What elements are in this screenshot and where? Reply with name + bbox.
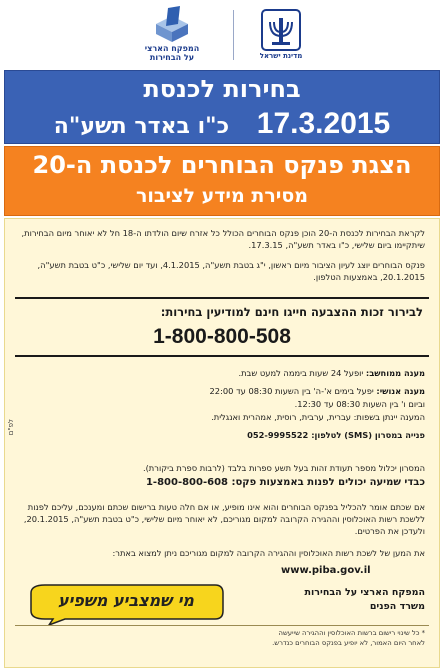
state-emblem-icon [258, 8, 304, 52]
notice-body [4, 218, 440, 668]
fax-line: כבדי שמיעה יכולים לפנות באמצעות פקס: 1-800-800-608 [145, 477, 425, 488]
automated-service-line: מענה ממוחשב: יופעל 24 שעות ביממה למעט שבת. [238, 368, 425, 378]
ballot-box-icon [152, 6, 192, 42]
signature-title: המפקח הארצי על הבחירות [304, 587, 425, 598]
election-title: בחירות לכנסת [143, 75, 301, 103]
sms-note: המסרון יכלול מספר תעודת זהות בעל תשע ספרות בלבד (לרבות ספרת ביקורת). [142, 463, 425, 473]
ballot-caption: המפקח הארצי על הבחירות [144, 44, 200, 63]
registry-subtitle: מסירת מידע לציבור [135, 185, 309, 207]
registry-title: הצגת פנקס הבוחרים לכנסת ה-20 [32, 151, 412, 179]
hotline-heading: לבירור זכות ההצבעה חייגו חינם למודיעין בחירות: [160, 305, 423, 319]
election-date-line [5, 107, 439, 141]
slogan: מי שמצביע משפיע [58, 591, 194, 610]
correction-paragraph: אם שכתם אומר להכליל בפנקס הבוחרים והוא אינו מופיע, או אם חלה טעות ברישום שכתם ומענכם, עליכם לפנות ללשכת רשות האוכלוסין וההגירה הקרובה למקום מגוריכם, לא יאוחר מיום שלישי, כ"ט בטבת תשע"ה, 20.1.2015, ולעדכן את הפרטים. [23, 502, 425, 537]
footnote: * כל שינוי רישום ברשות האוכלוסין וההגירה שייעשה לאחר היום האמור, לא יופיע בפנקס הבוחרים כנדרש. [272, 629, 425, 647]
registry-banner [4, 146, 440, 216]
election-date: 17.3.2015 [256, 107, 391, 140]
website-link[interactable]: www.piba.gov.il [281, 565, 371, 576]
logo-header [0, 6, 444, 64]
election-date-hebrew: כ"ו באדר תשע"ה [53, 114, 230, 139]
office-lookup-paragraph: את המען של לשכת רשות האוכלוסין וההגירה הקרובה למקום מגוריכם ניתן למצוא באתר: [112, 548, 425, 558]
emblem-caption: מדינת ישראל [259, 52, 303, 60]
logo-divider [233, 10, 234, 60]
hotline-box [15, 297, 429, 357]
footnote-divider [15, 625, 429, 626]
intro-paragraph: לקראת הבחירות לכנסת ה-20 הוכן פנקס הבוחרים הכולל כל אזרח שיום הולדתו ה-18 חל לא יאוחר מיום הבחירות, שיתקיימו ביום שלישי, כ"ו באדר תשע"ה, 17.3.15. [21, 228, 425, 251]
side-note: לפ"ם [7, 419, 15, 436]
hotline-phone: 1-800-800-508 [153, 325, 291, 348]
display-period-paragraph: פנקס הבוחרים יוצג לעיון הציבור מיום ראשון, י"ג בטבת תשע"ה, 4.1.2015, ועד יום שלישי, כ"ט בטבת תשע"ה, 20.1.2015, באמצעות הטלפון. [37, 260, 425, 283]
friday-hours-line: וביום ו' בין השעות 08:30 עד 12:30. [294, 399, 425, 409]
signature-ministry: משרד הפנים [369, 601, 425, 612]
sms-line: פנייה במסרון (SMS) לטלפון: 052-9995522 [247, 430, 425, 440]
languages-line: המענה יינתן בשפות: עברית, ערבית, רוסית, אמהרית ואנגלית. [211, 412, 425, 422]
human-service-line: מענה אנושי: יפעל בימים א'-ה' בין השעות 08:30 עד 22:00 [209, 386, 425, 396]
election-banner [4, 70, 440, 144]
